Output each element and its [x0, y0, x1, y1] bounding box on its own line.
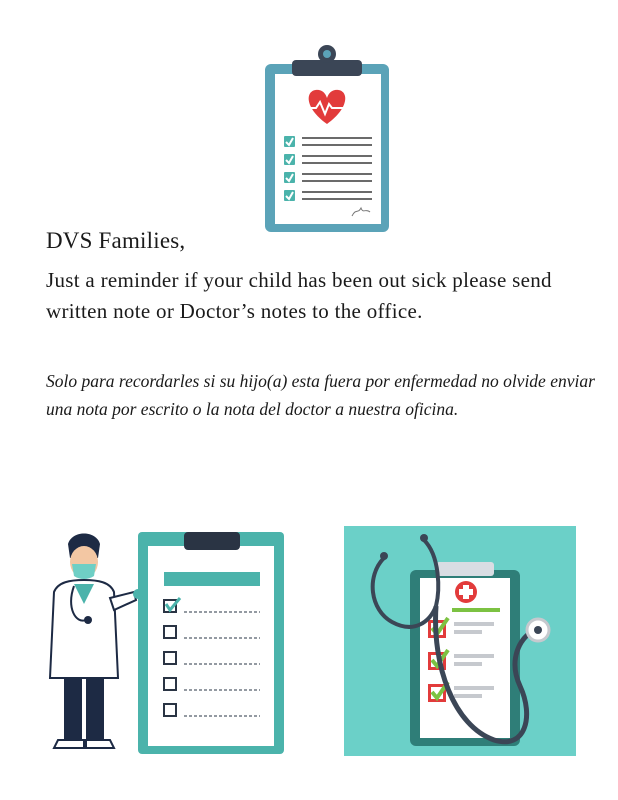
clipboard-heart-icon	[262, 42, 392, 234]
stethoscope-clipboard-icon	[344, 526, 576, 756]
doctor-checklist-icon	[40, 528, 290, 758]
message-english: Just a reminder if your child has been out sick please send written note or Doctor’s notes to the office.	[46, 268, 552, 323]
message-spanish: Solo para recordarles si su hijo(a) esta fuera por enfermedad no olvide enviar una nota por escrito o la nota del doctor a nuestra oficina.	[46, 371, 595, 419]
greeting-heading: DVS Families,	[46, 228, 186, 253]
